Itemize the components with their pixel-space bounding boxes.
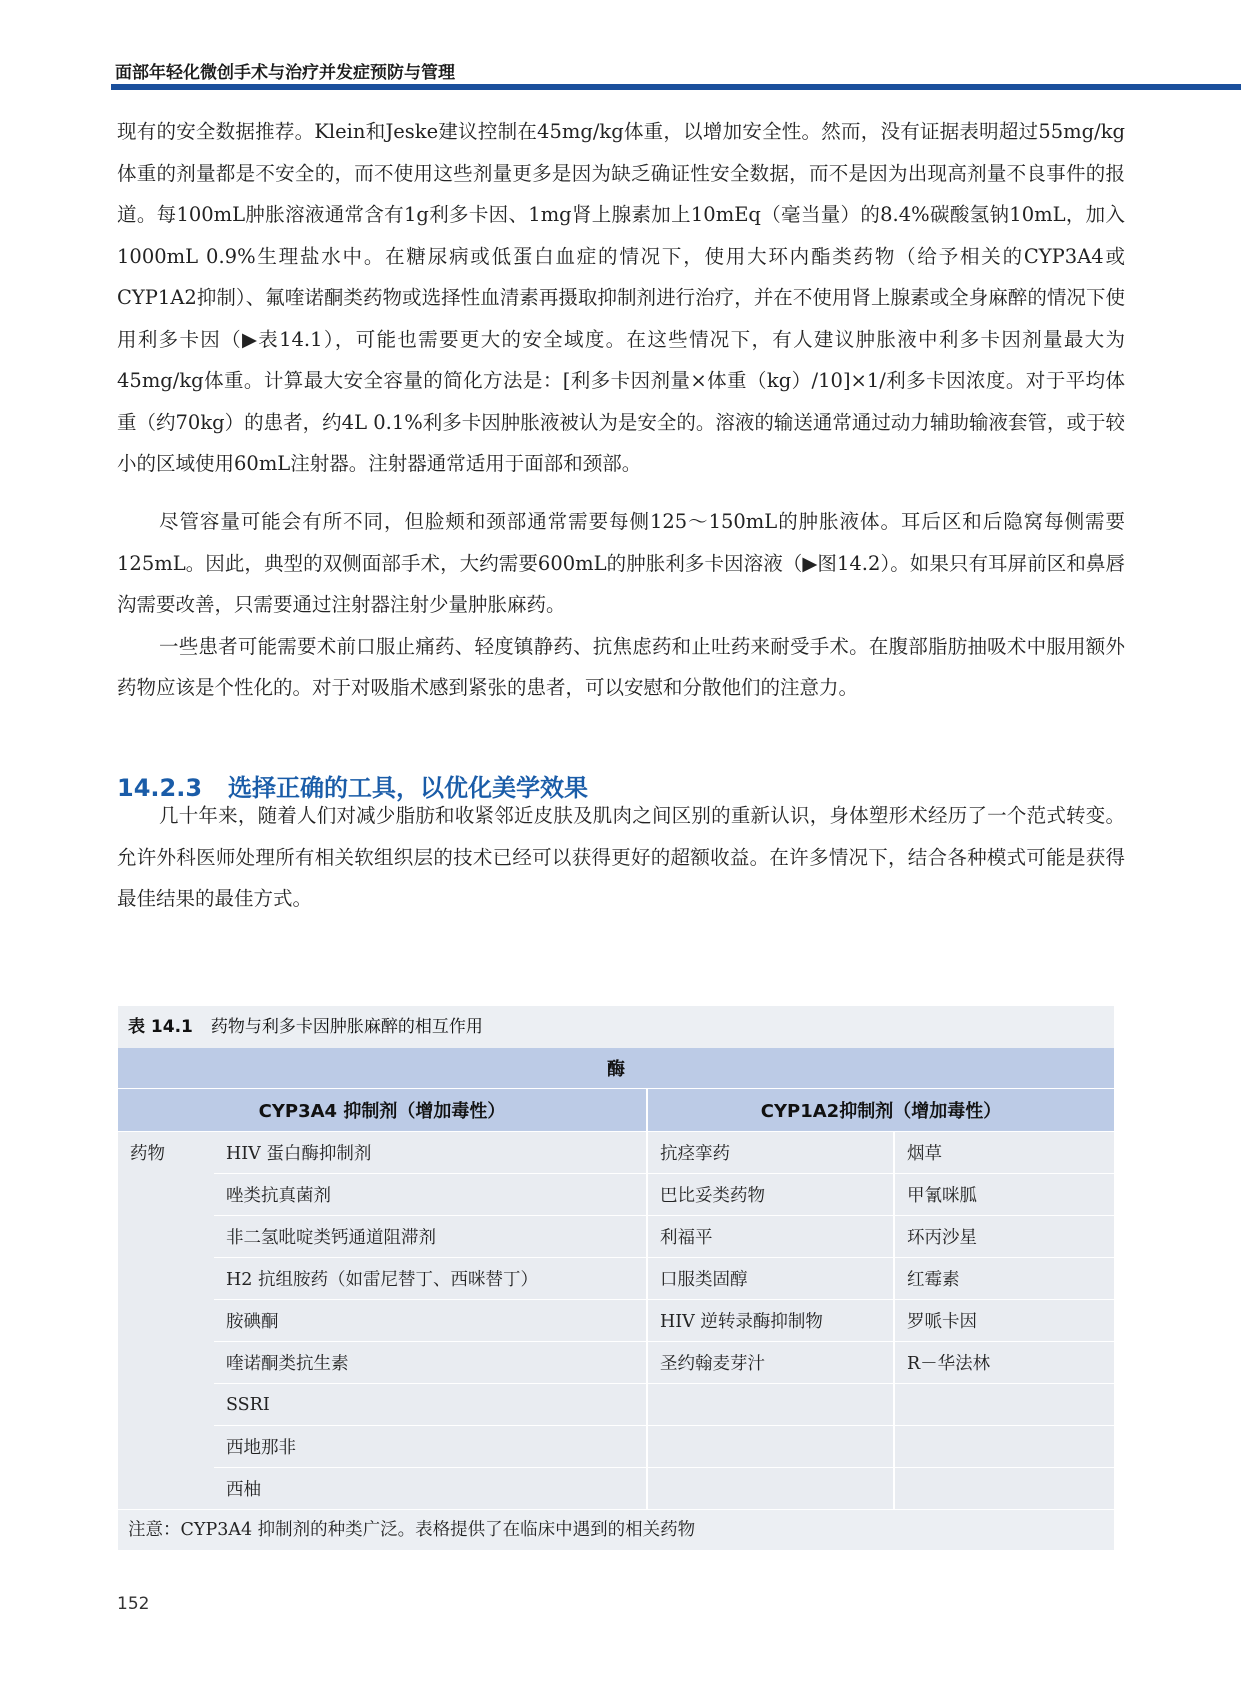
table-header-cyp3a4: CYP3A4 抑制剂（增加毒性） bbox=[118, 1089, 647, 1132]
table-caption bbox=[118, 1006, 1114, 1048]
cyp3a4-drug-cell: 西地那非 bbox=[214, 1426, 647, 1468]
cyp1a2-drug-cell-b: 甲氰咪胍 bbox=[894, 1174, 1114, 1216]
cyp3a4-drug-cell: HIV 蛋白酶抑制剂 bbox=[214, 1132, 647, 1174]
drug-interaction-table bbox=[118, 1006, 1114, 1550]
table-row bbox=[118, 1258, 1114, 1300]
cyp1a2-drug-cell-a: 抗痉挛药 bbox=[647, 1132, 894, 1174]
row-label-cell bbox=[118, 1426, 214, 1468]
body-paragraph-4: 几十年来，随着人们对减少脂肪和收紧邻近皮肤及肌肉之间区别的重新认识，身体塑形术经历了一个范式转变。允许外科医师处理所有相关软组织层的技术已经可以获得更好的超额收益。在许多情况下，结合各种模式可能是获得最佳结果的最佳方式。 bbox=[117, 804, 1125, 910]
row-label-cell bbox=[118, 1342, 214, 1384]
cyp1a2-drug-cell-b: 环丙沙星 bbox=[894, 1216, 1114, 1258]
row-label-cell bbox=[118, 1216, 214, 1258]
table-row bbox=[118, 1468, 1114, 1510]
body-paragraph-4-block bbox=[117, 795, 1125, 920]
cyp3a4-drug-cell: H2 抗组胺药（如雷尼替丁、西咪替丁） bbox=[214, 1258, 647, 1300]
running-title: 面部年轻化微创手术与治疗并发症预防与管理 bbox=[115, 63, 455, 83]
cyp1a2-drug-cell-b: 罗哌卡因 bbox=[894, 1300, 1114, 1342]
row-label-cell bbox=[118, 1300, 214, 1342]
cyp1a2-drug-cell-a: 圣约翰麦芽汁 bbox=[647, 1342, 894, 1384]
cyp1a2-drug-cell-b: R－华法林 bbox=[894, 1342, 1114, 1384]
body-paragraph-2: 尽管容量可能会有所不同，但脸颊和颈部通常需要每侧125～150mL的肿胀液体。耳后区和后隐窝每侧需要125mL。因此，典型的双侧面部手术，大约需要600mL的肿胀利多卡因溶液（▶图14.2）。如果只有耳屏前区和鼻唇沟需要改善，只需要通过注射器注射少量肿胀麻药。 bbox=[117, 510, 1125, 616]
table-row bbox=[118, 1216, 1114, 1258]
section-number: 14.2.3 bbox=[117, 774, 203, 802]
body-paragraph-1: 现有的安全数据推荐。Klein和Jeske建议控制在45mg/kg体重，以增加安全性。然而，没有证据表明超过55mg/kg体重的剂量都是不安全的，而不使用这些剂量更多是因为缺乏确证性安全数据，而不是因为出现高剂量不良事件的报道。每100mL肿胀溶液通常含有1g利多卡因、1mg肾上腺素加上10mEq（毫当量）的8.4%碳酸氢钠10mL，加入1000mL 0.9%生理盐水中。在糖尿病或低蛋白血症的情况下，使用大环内酯类药物（给予相关的CYP3A4或CYP1A2抑制）、氟喹诺酮类药物或选择性血清素再摄取抑制剂进行治疗，并在不使用肾上腺素或全身麻醉的情况下使用利多卡因（▶表14.1），可能也需要更大的安全域度。在这些情况下，有人建议肿胀液中利多卡因剂量最大为45mg/kg体重。计算最大安全容量的简化方法是：[利多卡因剂量×体重（kg）/10]×1/利多卡因浓度。对于平均体重（约70kg）的患者，约4L 0.1%利多卡因肿胀液被认为是安全的。溶液的输送通常通过动力辅助输液套管，或于较小的区域使用60mL注射器。注射器通常适用于面部和颈部。 bbox=[117, 120, 1125, 475]
header-rule bbox=[111, 84, 1241, 90]
cyp1a2-drug-cell-b: 红霉素 bbox=[894, 1258, 1114, 1300]
cyp1a2-drug-cell-a: 利福平 bbox=[647, 1216, 894, 1258]
table-caption-label: 表 14.1 bbox=[128, 1017, 193, 1037]
row-label-cell bbox=[118, 1258, 214, 1300]
table-grid bbox=[118, 1048, 1114, 1509]
table-row bbox=[118, 1300, 1114, 1342]
body-paragraph-3: 一些患者可能需要术前口服止痛药、轻度镇静药、抗焦虑药和止吐药来耐受手术。在腹部脂肪抽吸术中服用额外药物应该是个性化的。对于对吸脂术感到紧张的患者，可以安慰和分散他们的注意力。 bbox=[117, 634, 1125, 699]
cyp1a2-drug-cell-a bbox=[647, 1468, 894, 1510]
cyp1a2-drug-cell-a: HIV 逆转录酶抑制物 bbox=[647, 1300, 894, 1342]
body-paragraph-1-block bbox=[117, 111, 1125, 485]
cyp1a2-drug-cell-b: 烟草 bbox=[894, 1132, 1114, 1174]
cyp3a4-drug-cell: 唑类抗真菌剂 bbox=[214, 1174, 647, 1216]
table-header-cyp1a2: CYP1A2抑制剂（增加毒性） bbox=[647, 1089, 1114, 1132]
cyp3a4-drug-cell: 非二氢吡啶类钙通道阻滞剂 bbox=[214, 1216, 647, 1258]
row-label-cell bbox=[118, 1174, 214, 1216]
table-row bbox=[118, 1426, 1114, 1468]
cyp1a2-drug-cell-b bbox=[894, 1384, 1114, 1426]
cyp3a4-drug-cell: 喹诺酮类抗生素 bbox=[214, 1342, 647, 1384]
table-header-enzyme: 酶 bbox=[118, 1048, 1114, 1089]
cyp1a2-drug-cell-a: 口服类固醇 bbox=[647, 1258, 894, 1300]
table-row bbox=[118, 1132, 1114, 1174]
body-paragraphs-2-3-block bbox=[117, 501, 1125, 709]
cyp3a4-drug-cell: 西柚 bbox=[214, 1468, 647, 1510]
cyp1a2-drug-cell-a bbox=[647, 1426, 894, 1468]
row-label-cell: 药物 bbox=[118, 1132, 214, 1174]
table-row bbox=[118, 1342, 1114, 1384]
cyp1a2-drug-cell-b bbox=[894, 1426, 1114, 1468]
page-number: 152 bbox=[117, 1594, 150, 1614]
section-title: 选择正确的工具，以优化美学效果 bbox=[228, 774, 589, 802]
cyp1a2-drug-cell-b bbox=[894, 1468, 1114, 1510]
cyp3a4-drug-cell: SSRI bbox=[214, 1384, 647, 1426]
table-row bbox=[118, 1174, 1114, 1216]
table-row bbox=[118, 1384, 1114, 1426]
cyp3a4-drug-cell: 胺碘酮 bbox=[214, 1300, 647, 1342]
row-label-cell bbox=[118, 1384, 214, 1426]
cyp1a2-drug-cell-a: 巴比妥类药物 bbox=[647, 1174, 894, 1216]
row-label-cell bbox=[118, 1468, 214, 1510]
table-note: 注意：CYP3A4 抑制剂的种类广泛。表格提供了在临床中遇到的相关药物 bbox=[118, 1509, 1114, 1550]
table-body bbox=[118, 1132, 1114, 1510]
table-caption-text: 药物与利多卡因肿胀麻醉的相互作用 bbox=[210, 1017, 483, 1037]
cyp1a2-drug-cell-a bbox=[647, 1384, 894, 1426]
